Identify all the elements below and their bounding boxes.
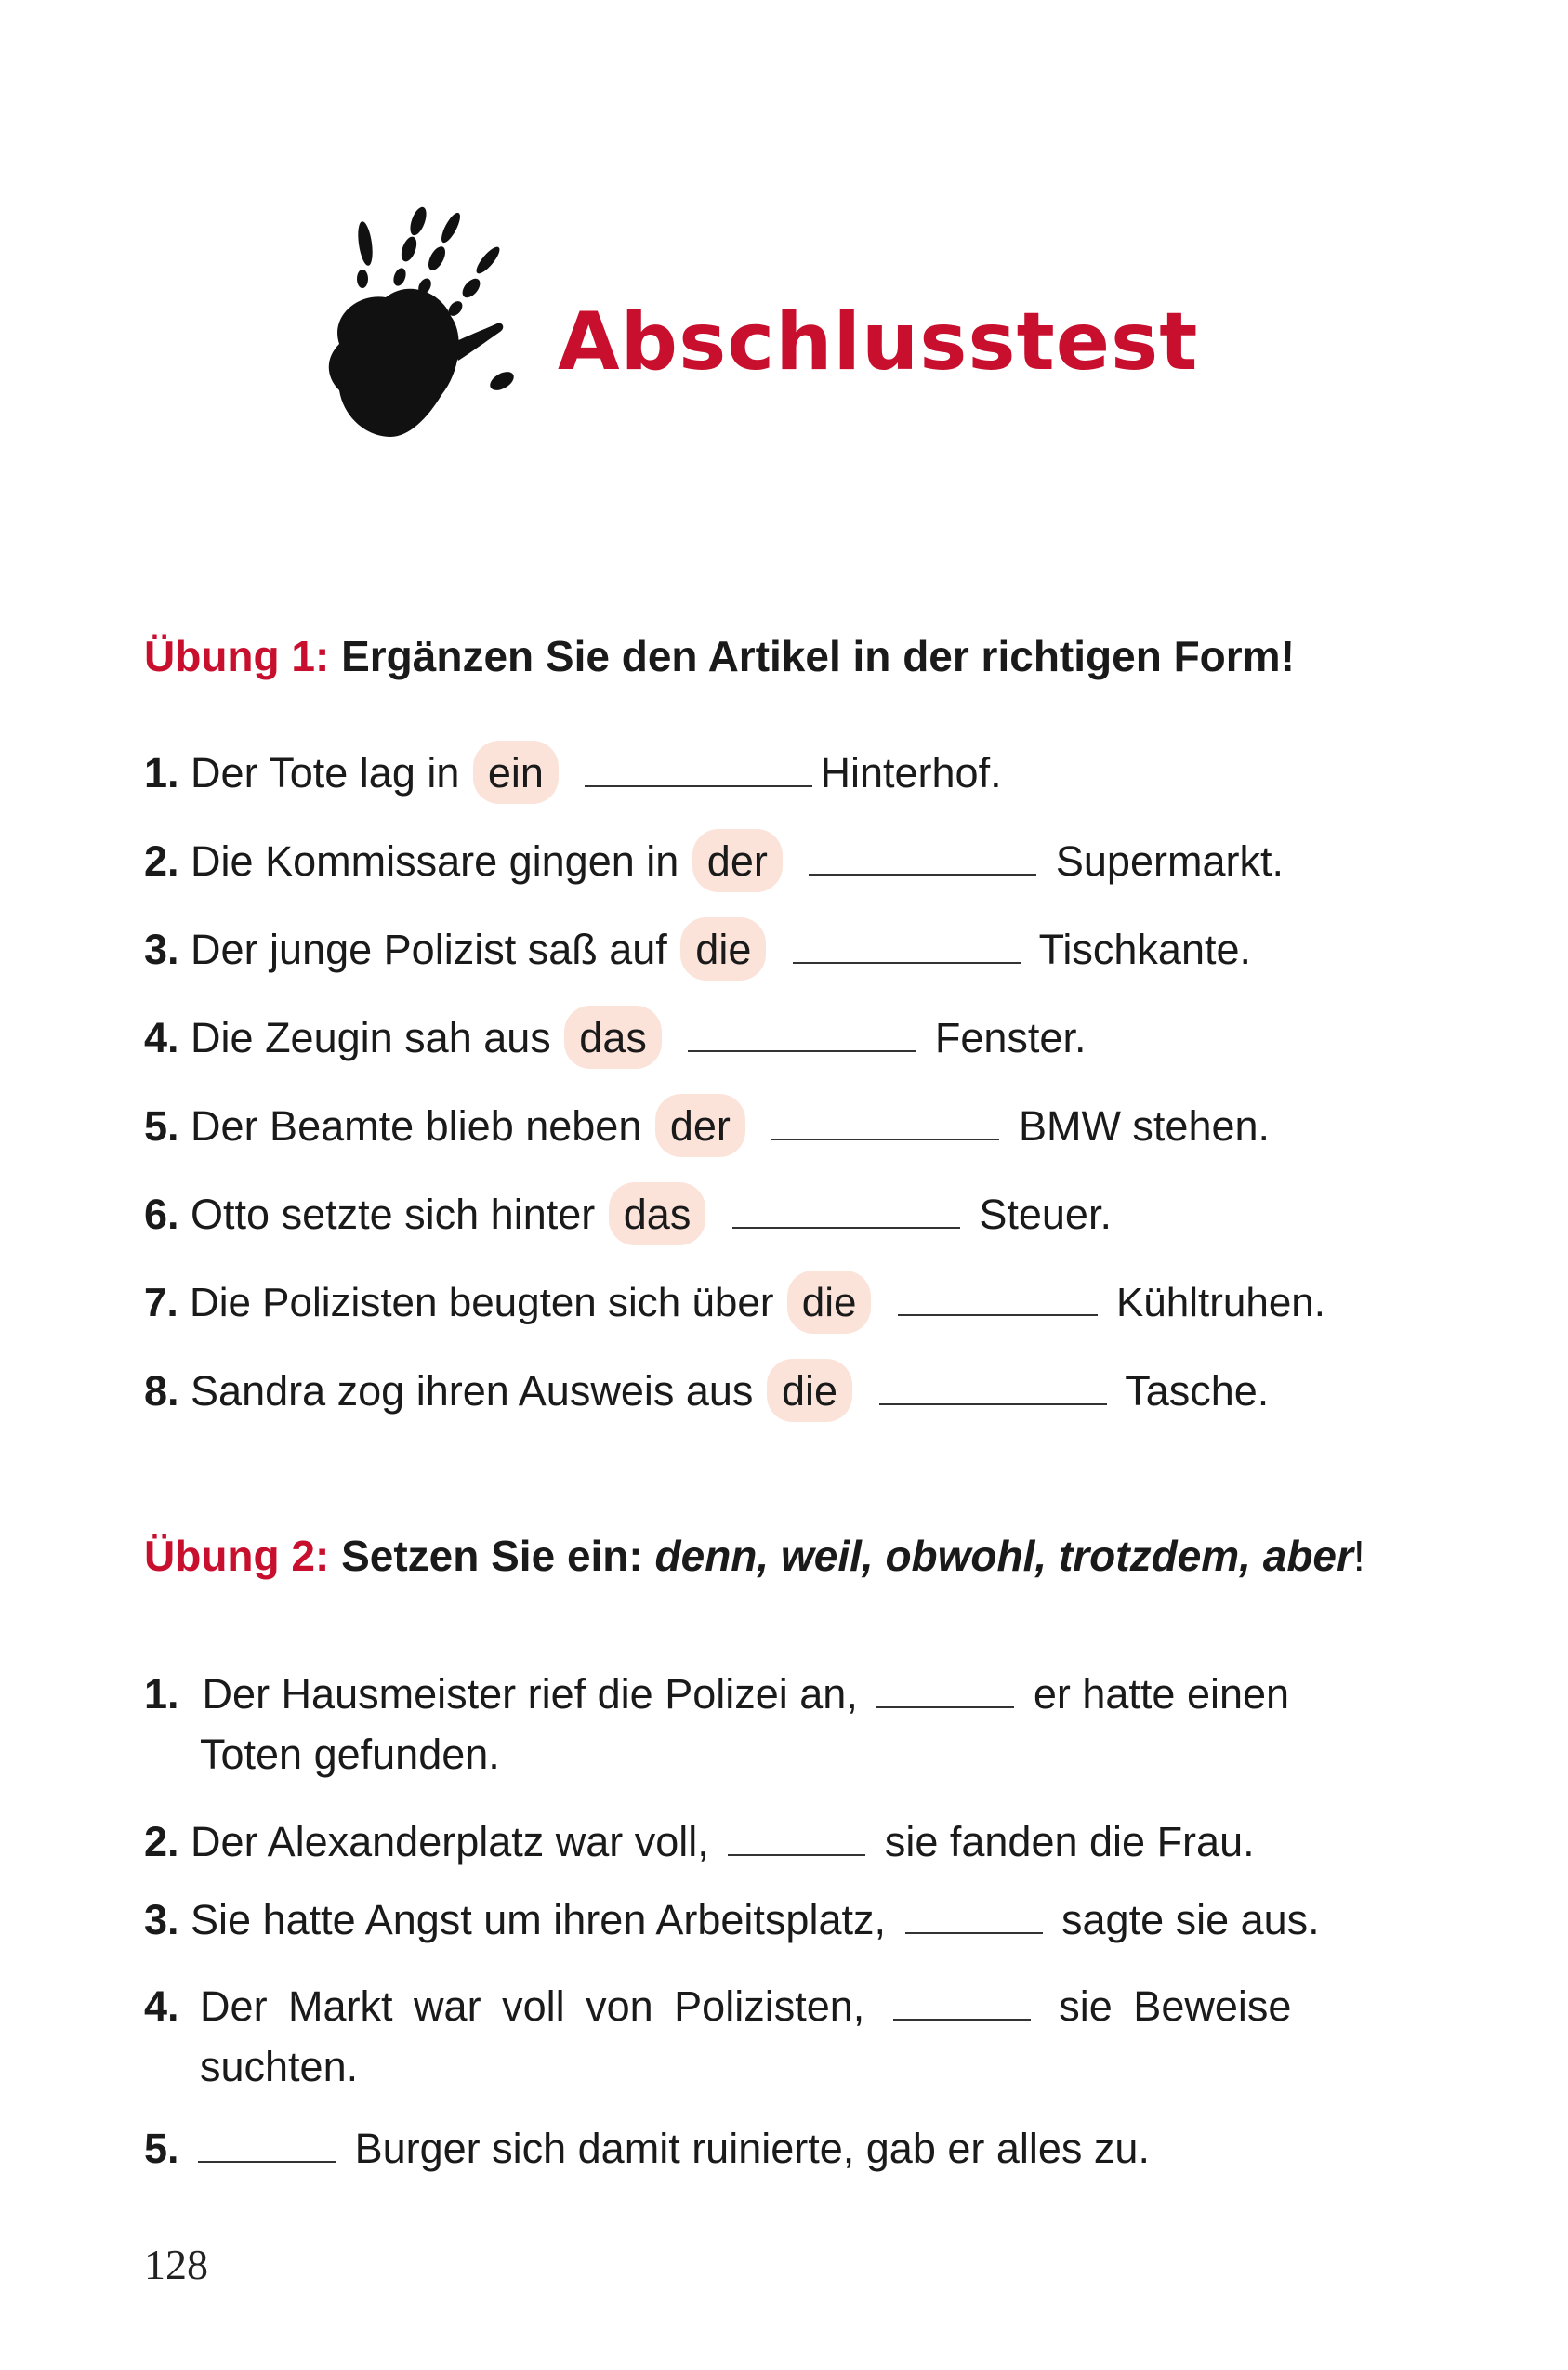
item-text-before: Die Kommissare gingen in [191, 837, 679, 885]
exercise-2-item [144, 1979, 1291, 2034]
exercise-2-item [144, 1666, 1289, 1722]
exercise-2-heading [144, 1524, 1427, 1587]
exercise-1-item [144, 1006, 1086, 1069]
exercise-2-label: Übung 2: [144, 1532, 330, 1580]
exercise-2-words: denn, weil, obwohl, trotzdem, aber [654, 1532, 1353, 1580]
item-continuation: suchten. [200, 2043, 359, 2090]
item-number: 3. [144, 1896, 179, 1943]
item-number: 5. [144, 2125, 179, 2172]
exercise-1-item [144, 1271, 1325, 1334]
item-text-before: Der Alexanderplatz war voll, [191, 1818, 709, 1865]
item-text-after: Fenster. [934, 1014, 1087, 1061]
item-number: 7. [144, 1280, 178, 1325]
item-text-after: Burger sich damit ruinierte, gab er alles zu. [354, 2125, 1150, 2172]
answer-blank[interactable] [879, 1376, 1107, 1405]
answer-blank[interactable] [688, 1022, 916, 1052]
exercise-2-item [144, 1892, 1320, 1948]
item-text-after: sagte sie aus. [1061, 1896, 1320, 1943]
item-text-after: sie Beweise [1059, 1982, 1292, 2030]
item-number: 1. [144, 749, 179, 797]
item-text-after: Hinterhof. [820, 749, 1002, 797]
item-text-after: Supermarkt. [1055, 837, 1284, 885]
item-text-before: Der junge Polizist saß auf [191, 926, 667, 973]
item-number: 4. [144, 1982, 179, 2030]
item-number: 5. [144, 1102, 179, 1150]
page-title: Abschlusstest [558, 296, 1199, 388]
answer-blank[interactable] [898, 1286, 1098, 1316]
item-text-after: Kühltruhen. [1115, 1280, 1326, 1325]
item-text-before: Der Beamte blieb neben [191, 1102, 642, 1150]
item-continuation: Toten gefunden. [200, 1731, 500, 1778]
item-number: 2. [144, 1818, 179, 1865]
article-hint: die [767, 1359, 852, 1422]
exercise-1-instruction: Ergänzen Sie den Artikel in der richtigen Form! [341, 632, 1295, 680]
item-text-after: BMW stehen. [1018, 1102, 1271, 1150]
item-text-before: Der Markt war voll von Polizisten, [200, 1982, 865, 2030]
exercise-1-item [144, 829, 1284, 892]
item-number: 4. [144, 1014, 179, 1061]
handprint-icon [321, 204, 562, 455]
item-text-before: Die Polizisten beugten sich über [189, 1280, 774, 1325]
article-hint: ein [473, 741, 559, 804]
item-number: 2. [144, 837, 179, 885]
exercise-2-item [144, 2121, 1150, 2177]
article-hint: das [564, 1006, 662, 1069]
answer-blank[interactable] [905, 1904, 1043, 1934]
item-text-before: Sandra zog ihren Ausweis aus [191, 1367, 754, 1415]
item-text-after: Steuer. [979, 1191, 1112, 1238]
exercise-1-item [144, 1359, 1269, 1422]
item-number: 6. [144, 1191, 179, 1238]
answer-blank[interactable] [893, 1991, 1031, 2021]
item-number: 8. [144, 1367, 179, 1415]
item-text-before: Der Tote lag in [191, 749, 460, 797]
exercise-1-item [144, 741, 1002, 804]
answer-blank[interactable] [876, 1679, 1014, 1708]
exercise-2-instruction: Setzen Sie ein: [341, 1532, 643, 1580]
answer-blank[interactable] [793, 934, 1021, 964]
item-text-before: Sie hatte Angst um ihren Arbeitsplatz, [191, 1896, 886, 1943]
article-hint: das [609, 1182, 706, 1245]
item-number: 3. [144, 926, 179, 973]
exercise-2-item [144, 1814, 1255, 1870]
item-text-after: Tasche. [1125, 1367, 1270, 1415]
item-text-after: sie fanden die Frau. [884, 1818, 1255, 1865]
answer-blank[interactable] [732, 1199, 960, 1229]
answer-blank[interactable] [198, 2133, 336, 2163]
item-text-after: Tischkante. [1038, 926, 1252, 973]
answer-blank[interactable] [728, 1826, 865, 1856]
article-hint: der [655, 1094, 745, 1157]
item-text-before: Otto setzte sich hinter [191, 1191, 596, 1238]
exercise-1-item [144, 1182, 1112, 1245]
article-hint: der [692, 829, 783, 892]
article-hint: die [680, 917, 766, 981]
item-text-after: er hatte einen [1033, 1670, 1290, 1718]
item-text-before: Der Hausmeister rief die Polizei an, [202, 1670, 858, 1718]
exercise-1-label: Übung 1: [144, 632, 330, 680]
exercise-2-end: ! [1352, 1532, 1365, 1580]
item-number: 1. [144, 1670, 179, 1718]
exercise-1-item [144, 917, 1251, 981]
item-text-before: Die Zeugin sah aus [191, 1014, 551, 1061]
exercise-1-item [144, 1094, 1270, 1157]
answer-blank[interactable] [585, 757, 812, 787]
article-hint: die [787, 1271, 872, 1334]
answer-blank[interactable] [809, 846, 1036, 876]
page-number: 128 [144, 2241, 208, 2288]
answer-blank[interactable] [771, 1111, 999, 1140]
exercise-1-heading [144, 625, 1427, 688]
